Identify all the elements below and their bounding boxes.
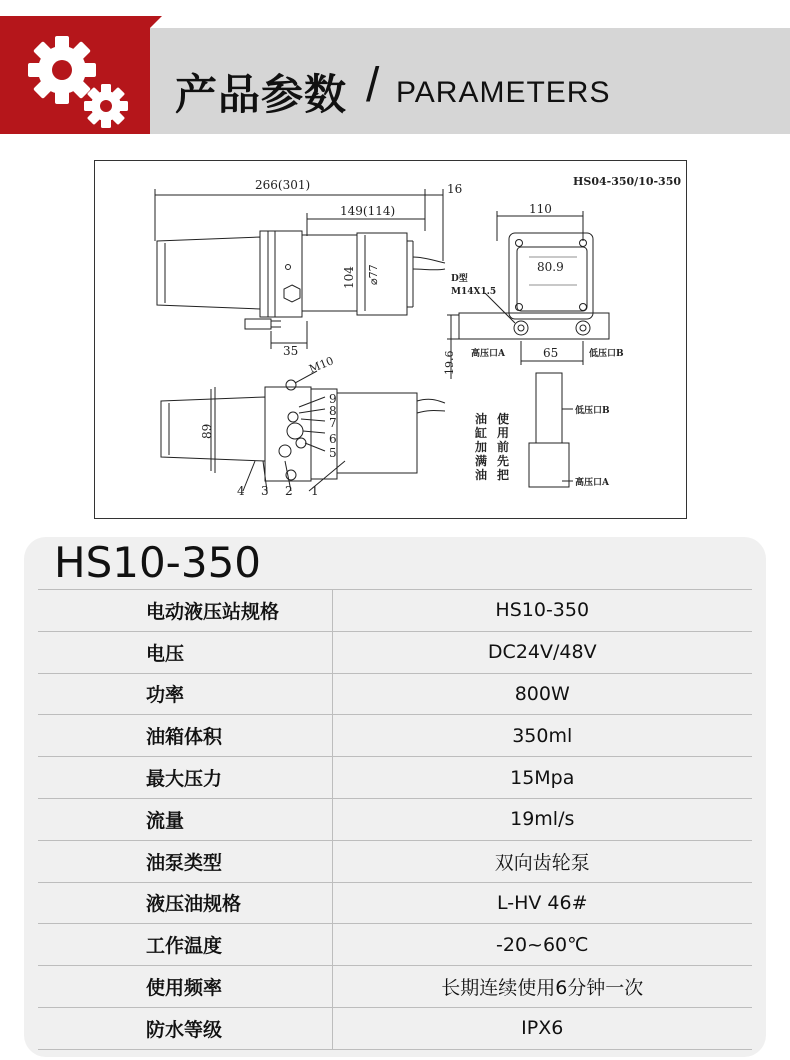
svg-text:加: 加 xyxy=(475,440,488,454)
spec-label: 使用频率 xyxy=(38,966,332,1008)
spec-value: 350ml xyxy=(332,715,752,757)
spec-value: HS10-350 xyxy=(332,590,752,632)
spec-value: 800W xyxy=(332,673,752,715)
spec-label: 油泵类型 xyxy=(38,840,332,882)
table-row xyxy=(38,673,752,715)
svg-text:缸: 缸 xyxy=(475,426,488,440)
parameters-table xyxy=(38,589,752,1050)
dim-height: 104 xyxy=(342,266,356,289)
table-row xyxy=(38,966,752,1008)
svg-text:油: 油 xyxy=(475,468,488,482)
svg-text:先: 先 xyxy=(497,454,510,468)
callout-2: 2 xyxy=(285,484,293,498)
spec-label: 工作温度 xyxy=(38,924,332,966)
spec-label: 流量 xyxy=(38,798,332,840)
spec-value: IPX6 xyxy=(332,1007,752,1049)
table-row xyxy=(38,715,752,757)
table-row xyxy=(38,590,752,632)
table-row xyxy=(38,757,752,799)
spec-value: -20~60℃ xyxy=(332,924,752,966)
svg-text:把: 把 xyxy=(497,468,510,482)
spec-label: 油箱体积 xyxy=(38,715,332,757)
dim-front-height: 80.9 xyxy=(537,260,564,274)
dim-diameter: ⌀77 xyxy=(367,264,380,285)
gears-icon xyxy=(20,28,135,138)
spec-label: 功率 xyxy=(38,673,332,715)
port-thread-label: M14X1.5 xyxy=(451,287,497,297)
dim-front-spacing: 65 xyxy=(543,346,559,360)
callout-4: 4 xyxy=(237,484,245,498)
svg-text:使: 使 xyxy=(497,412,510,426)
spec-value: 15Mpa xyxy=(332,757,752,799)
callout-7: 7 xyxy=(329,416,337,430)
low-port-label: 低压口B xyxy=(589,349,624,359)
svg-text:前: 前 xyxy=(497,440,510,454)
table-row xyxy=(38,631,752,673)
table-row xyxy=(38,1007,752,1049)
spec-label: 电压 xyxy=(38,631,332,673)
callout-3: 3 xyxy=(261,484,269,498)
spec-value: 长期连续使用6分钟一次 xyxy=(332,966,752,1008)
spec-value: 双向齿轮泵 xyxy=(332,840,752,882)
spec-label: 液压油规格 xyxy=(38,882,332,924)
model-code-label: HS04-350/10-350 xyxy=(573,175,682,188)
callout-6: 6 xyxy=(329,432,337,446)
dim-side-height: 89 xyxy=(200,423,214,439)
spec-value: L-HV 46# xyxy=(332,882,752,924)
model-name: HS10-350 xyxy=(54,538,262,587)
header-notch xyxy=(150,16,162,28)
title-slash: / xyxy=(366,59,380,112)
dim-bolt: M10 xyxy=(307,354,336,376)
cylinder-low-port-label: 低压口B xyxy=(575,406,610,416)
spec-label: 最大压力 xyxy=(38,757,332,799)
callout-9: 9 xyxy=(329,392,337,406)
drawing-canvas xyxy=(95,161,686,518)
technical-drawing xyxy=(94,160,687,519)
spec-value: 19ml/s xyxy=(332,798,752,840)
usage-note xyxy=(474,411,509,482)
dim-base: 35 xyxy=(283,344,299,358)
dim-overall: 266(301) xyxy=(255,178,311,192)
table-row xyxy=(38,882,752,924)
page-title-en: PARAMETERS xyxy=(396,76,611,109)
port-type-label: D型 xyxy=(451,274,468,284)
svg-text:满: 满 xyxy=(475,454,488,468)
spec-label: 电动液压站规格 xyxy=(38,590,332,632)
dim-motor: 149(114) xyxy=(340,204,396,218)
callout-5: 5 xyxy=(329,446,337,460)
cylinder-high-port-label: 高压口A xyxy=(575,478,609,488)
dim-front-offset: 19.6 xyxy=(443,350,456,375)
table-row xyxy=(38,840,752,882)
section-header xyxy=(0,16,790,134)
spec-label: 防水等级 xyxy=(38,1007,332,1049)
callout-8: 8 xyxy=(329,404,337,418)
table-row xyxy=(38,924,752,966)
spec-value: DC24V/48V xyxy=(332,631,752,673)
callout-1: 1 xyxy=(311,484,319,498)
svg-text:用: 用 xyxy=(497,426,510,440)
dim-front-width: 110 xyxy=(529,202,552,216)
svg-text:油: 油 xyxy=(475,412,488,426)
table-row xyxy=(38,798,752,840)
high-port-label: 高压口A xyxy=(471,349,505,359)
dim-tail: 16 xyxy=(447,182,463,196)
page-title-cn: 产品参数 xyxy=(175,70,348,119)
